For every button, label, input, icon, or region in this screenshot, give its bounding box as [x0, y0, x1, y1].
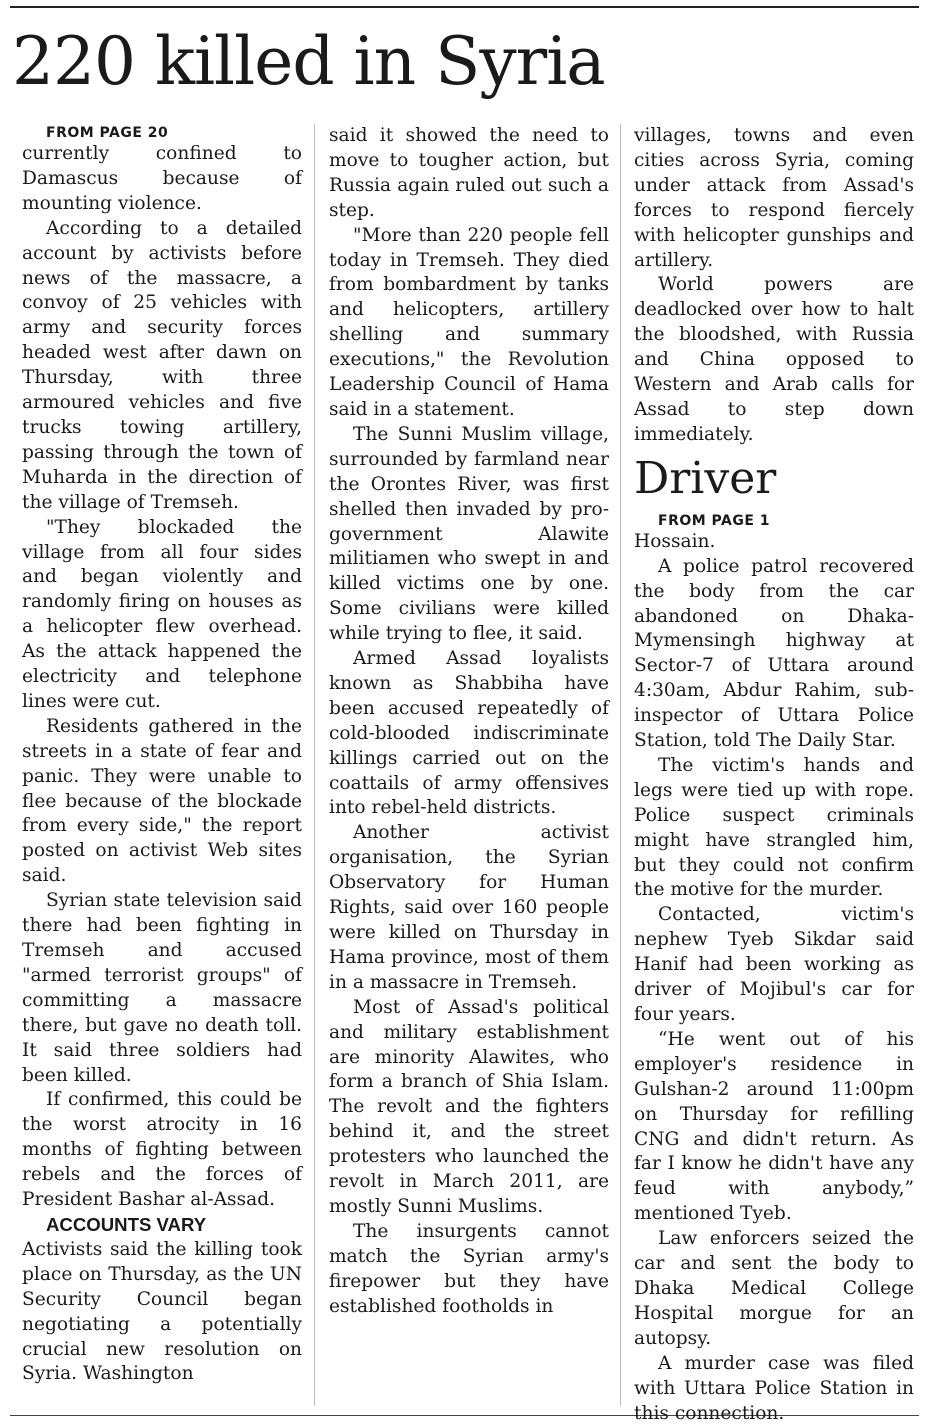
column-divider: [620, 124, 621, 1406]
paragraph: Syrian state television said there had been fighting in Tremseh and accused "armed terrorist groups" of committing a massacre there, but gave no death toll. It said three soldiers had been killed.: [22, 890, 302, 1086]
paragraph: The insurgents cannot match the Syrian army's firepower but they have established footholds in: [329, 1220, 609, 1317]
jump-label: FROM PAGE 1: [658, 512, 771, 529]
paragraph: "More than 220 people fell today in Tremseh. They died from bombardment by tanks and helicopters, artillery shelling and summary executions," the Revolution Leadership Council of Hama said in a statement.: [329, 224, 609, 420]
paragraph: The Sunni Muslim village, surrounded by farmland near the Orontes River, was first shelled then invaded by pro-government Alawite militiamen who swept in and killed victims one by one. Some civilians were killed while trying to flee, it said.: [329, 423, 609, 645]
headline: 220 killed in Syria: [12, 23, 605, 100]
paragraph: villages, towns and even cities across Syria, coming under attack from Assad's forces to respond fiercely with helicopter gunships and artillery.: [634, 125, 914, 271]
paragraph: A police patrol recovered the body from the car abandoned on Dhaka-Mymensingh highway at Sector-7 of Uttara around 4:30am, Abdur Rahim, sub-inspector of Uttara Police Station, told The Daily Star.: [634, 555, 914, 752]
paragraph: The victim's hands and legs were tied up with rope. Police suspect criminals might have strangled him, but they could not confirm the motive for the murder.: [634, 754, 914, 901]
paragraph: Residents gathered in the streets in a state of fear and panic. They were unable to flee because of the blockade from every side," the report posted on activist Web sites said.: [22, 715, 302, 887]
paragraph: If confirmed, this could be the worst atrocity in 16 months of fighting between rebels and the forces of President Bashar al-Assad.: [22, 1089, 302, 1211]
column-divider: [314, 124, 315, 1406]
paragraph: Contacted, victim's nephew Tyeb Sikdar said Hanif had been working as driver of Mojibul's car for four years.: [634, 904, 914, 1025]
article-column-3: [634, 124, 914, 1426]
paragraph: Hossain.: [634, 530, 716, 552]
subheading: ACCOUNTS VARY: [46, 1213, 207, 1235]
paragraph: Most of Assad's political and military establishment are minority Alawites, who form a branch of Shia Islam. The revolt and the fighters behind it, and the street protesters who launched the revolt in March 2011, are mostly Sunni Muslims.: [329, 996, 609, 1217]
paragraph: Activists said the killing took place on Thursday, as the UN Security Council began negotiating a potentially crucial new resolution on Syria. Washington: [22, 1238, 302, 1385]
story-title: Driver: [634, 452, 777, 504]
paragraph: According to a detailed account by activists before news of the massacre, a convoy of 25 vehicles with army and security forces headed west after dawn on Thursday, with three armoured vehicles and five trucks towing artillery, passing through the town of Muharda in the direction of the village of Tremseh.: [22, 217, 302, 513]
paragraph: "They blockaded the village from all four sides and began violently and randomly firing on houses as a helicopter flew overhead. As the attack happened the electricity and telephone lines were cut.: [22, 516, 302, 712]
article-column-2: [329, 124, 609, 1320]
paragraph: World powers are deadlocked over how to halt the bloodshed, with Russia and China opposed to Western and Arab calls for Assad to step down immediately.: [634, 274, 914, 445]
paragraph: Armed Assad loyalists known as Shabbiha have been accused repeatedly of cold-blooded indiscriminate killings carried out on the coattails of army offensives into rebel-held districts.: [329, 648, 609, 819]
paragraph: currently confined to Damascus because of mounting violence.: [22, 143, 302, 214]
paragraph: Another activist organisation, the Syrian Observatory for Human Rights, said over 160 people were killed on Thursday in Hama province, most of them in a massacre in Tremseh.: [329, 822, 609, 993]
article-column-1: [22, 124, 302, 1387]
jump-label: FROM PAGE 20: [46, 125, 169, 141]
paragraph: Law enforcers seized the car and sent the body to Dhaka Medical College Hospital morgue for an autopsy.: [634, 1228, 914, 1349]
paragraph: A murder case was filed with Uttara Police Station in this connection.: [634, 1352, 914, 1424]
paragraph: “He went out of his employer's residence in Gulshan-2 around 11:00pm on Thursday for refilling CNG and didn't return. As far I know he didn't have any feud with anybody,” mentioned Tyeb.: [634, 1028, 914, 1225]
paragraph: said it showed the need to move to tougher action, but Russia again ruled out such a step.: [329, 125, 609, 221]
